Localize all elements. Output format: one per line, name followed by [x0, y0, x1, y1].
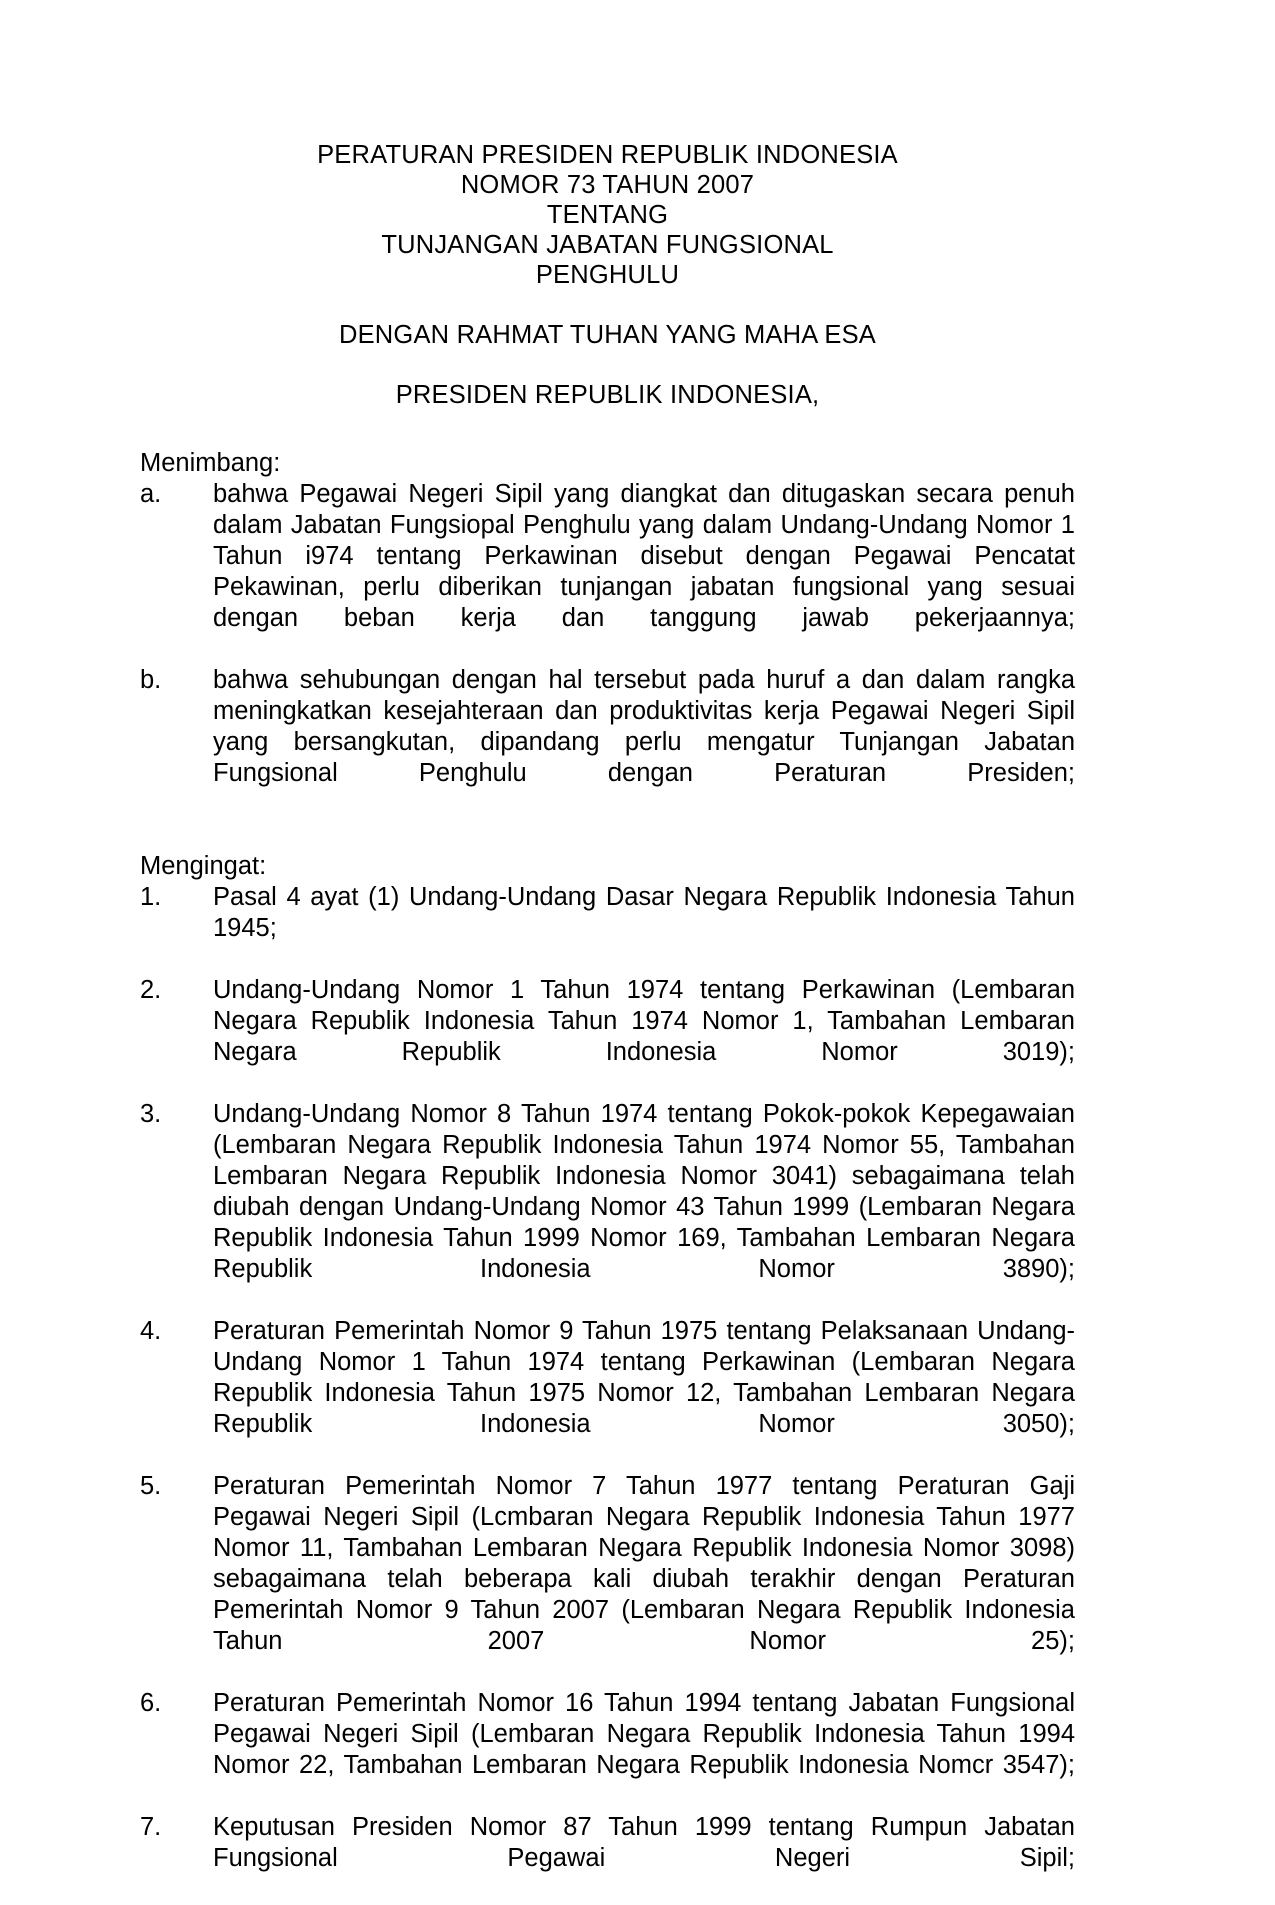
- mengingat-item-4-marker: 4.: [140, 1317, 162, 1345]
- mengingat-item-4: [140, 1316, 1075, 1471]
- mengingat-item-2-text: Undang-Undang Nomor 1 Tahun 1974 tentang Perkawinan (Lembaran Negara Republik Indonesia Tahun 1974 Nomor 1, Tambahan Lembaran Negara Republik Indonesia Nomor 3019);: [213, 976, 1075, 1066]
- menimbang-item-a: [140, 479, 1075, 665]
- menimbang-item-a-marker: a.: [140, 480, 162, 508]
- mengingat-item-2-body: [213, 975, 1075, 1099]
- menimbang-item-a-text: bahwa Pegawai Negeri Sipil yang diangkat dan ditugaskan secara penuh dalam Jabatan Fungsiopal Penghulu yang dalam Undang-Undang Nomor 1 Tahun i974 tentang Perkawinan disebut dengan Pegawai Pencatat Pekawinan, perlu diberikan tunjangan jabatan fungsional yang sesuai dengan beban kerja dan tanggung jawab pekerjaannya;: [213, 480, 1075, 632]
- menimbang-label: Menimbang:: [140, 449, 281, 477]
- menimbang-item-a-body: [213, 479, 1075, 665]
- mengingat-item-7: [140, 1812, 1075, 1905]
- mengingat-item-6-body: [213, 1688, 1075, 1812]
- title-line-4: TUNJANGAN JABATAN FUNGSIONAL: [381, 231, 834, 259]
- spacer-between-sections: [140, 820, 1075, 851]
- menimbang-item-b: [140, 665, 1075, 820]
- mengingat-item-3-marker: 3.: [140, 1100, 162, 1128]
- menimbang-item-b-body: [213, 665, 1075, 820]
- mengingat-item-4-text: Peraturan Pemerintah Nomor 9 Tahun 1975 tentang Pelaksanaan Undang-Undang Nomor 1 Tahun 1974 tentang Perkawinan (Lembaran Negara Republik Indonesia Tahun 1975 Nomor 12, Tambahan Lembaran Negara Republik Indonesia Nomor 3050);: [213, 1317, 1075, 1438]
- mengingat-item-7-body: [213, 1812, 1075, 1905]
- mengingat-item-7-text: Keputusan Presiden Nomor 87 Tahun 1999 tentang Rumpun Jabatan Fungsional Pegawai Negeri Sipil;: [213, 1813, 1075, 1872]
- mengingat-item-7-marker: 7.: [140, 1813, 162, 1841]
- mengingat-item-1-marker: 1.: [140, 883, 162, 911]
- document-content: [140, 140, 1075, 1905]
- mengingat-item-5-body: [213, 1471, 1075, 1688]
- mengingat-label: Mengingat:: [140, 852, 267, 880]
- title-line-5: PENGHULU: [535, 261, 680, 289]
- mengingat-item-1-text: Pasal 4 ayat (1) Undang-Undang Dasar Negara Republik Indonesia Tahun 1945;: [213, 883, 1075, 942]
- mengingat-item-1: [140, 882, 1075, 975]
- mengingat-item-5: [140, 1471, 1075, 1688]
- mengingat-item-4-body: [213, 1316, 1075, 1471]
- authority-line: PRESIDEN REPUBLIK INDONESIA,: [395, 381, 820, 409]
- title-line-3: TENTANG: [546, 201, 669, 229]
- spacer-after-blessing: [140, 350, 1075, 380]
- mengingat-item-5-marker: 5.: [140, 1472, 162, 1500]
- title-line-1: PERATURAN PRESIDEN REPUBLIK INDONESIA: [317, 141, 898, 169]
- mengingat-item-6: [140, 1688, 1075, 1812]
- mengingat-item-6-marker: 6.: [140, 1689, 162, 1717]
- blessing-line: DENGAN RAHMAT TUHAN YANG MAHA ESA: [338, 321, 876, 349]
- mengingat-item-3-text: Undang-Undang Nomor 8 Tahun 1974 tentang Pokok-pokok Kepegawaian (Lembaran Negara Republik Indonesia Tahun 1974 Nomor 55, Tambahan Lembaran Negara Republik Indonesia Nomor 3041) sebagaimana telah diubah dengan Undang-Undang Nomor 43 Tahun 1999 (Lembaran Negara Republik Indonesia Tahun 1999 Nomor 169, Tambahan Lembaran Negara Republik Indonesia Nomor 3890);: [213, 1100, 1075, 1283]
- mengingat-item-5-text: Peraturan Pemerintah Nomor 7 Tahun 1977 tentang Peraturan Gaji Pegawai Negeri Sipil (Lcmbaran Negara Republik Indonesia Tahun 1977 Nomor 11, Tambahan Lembaran Negara Republik Indonesia Nomor 3098) sebagaimana telah beberapa kali diubah terakhir dengan Peraturan Pemerintah Nomor 9 Tahun 2007 (Lembaran Negara Republik Indonesia Tahun 2007 Nomor 25);: [213, 1472, 1075, 1655]
- menimbang-item-b-text: bahwa sehubungan dengan hal tersebut pada huruf a dan dalam rangka meningkatkan kesejahteraan dan produktivitas kerja Pegawai Negeri Sipil yang bersangkutan, dipandang perlu mengatur Tunjangan Jabatan Fungsional Penghulu dengan Peraturan Presiden;: [213, 666, 1075, 787]
- mengingat-item-3: [140, 1099, 1075, 1316]
- document-title-block: [140, 140, 1075, 290]
- mengingat-item-6-text: Peraturan Pemerintah Nomor 16 Tahun 1994 tentang Jabatan Fungsional Pegawai Negeri Sipil (Lembaran Negara Republik Indonesia Tahun 1994 Nomor 22, Tambahan Lembaran Negara Republik Indonesia Nomcr 3547);: [213, 1689, 1075, 1779]
- mengingat-item-2-marker: 2.: [140, 976, 162, 1004]
- spacer-after-authority: [140, 410, 1075, 448]
- mengingat-item-1-body: [213, 882, 1075, 975]
- spacer-after-title: [140, 290, 1075, 320]
- menimbang-item-b-marker: b.: [140, 666, 162, 694]
- mengingat-item-2: [140, 975, 1075, 1099]
- mengingat-item-3-body: [213, 1099, 1075, 1316]
- title-line-2: NOMOR 73 TAHUN 2007: [460, 171, 755, 199]
